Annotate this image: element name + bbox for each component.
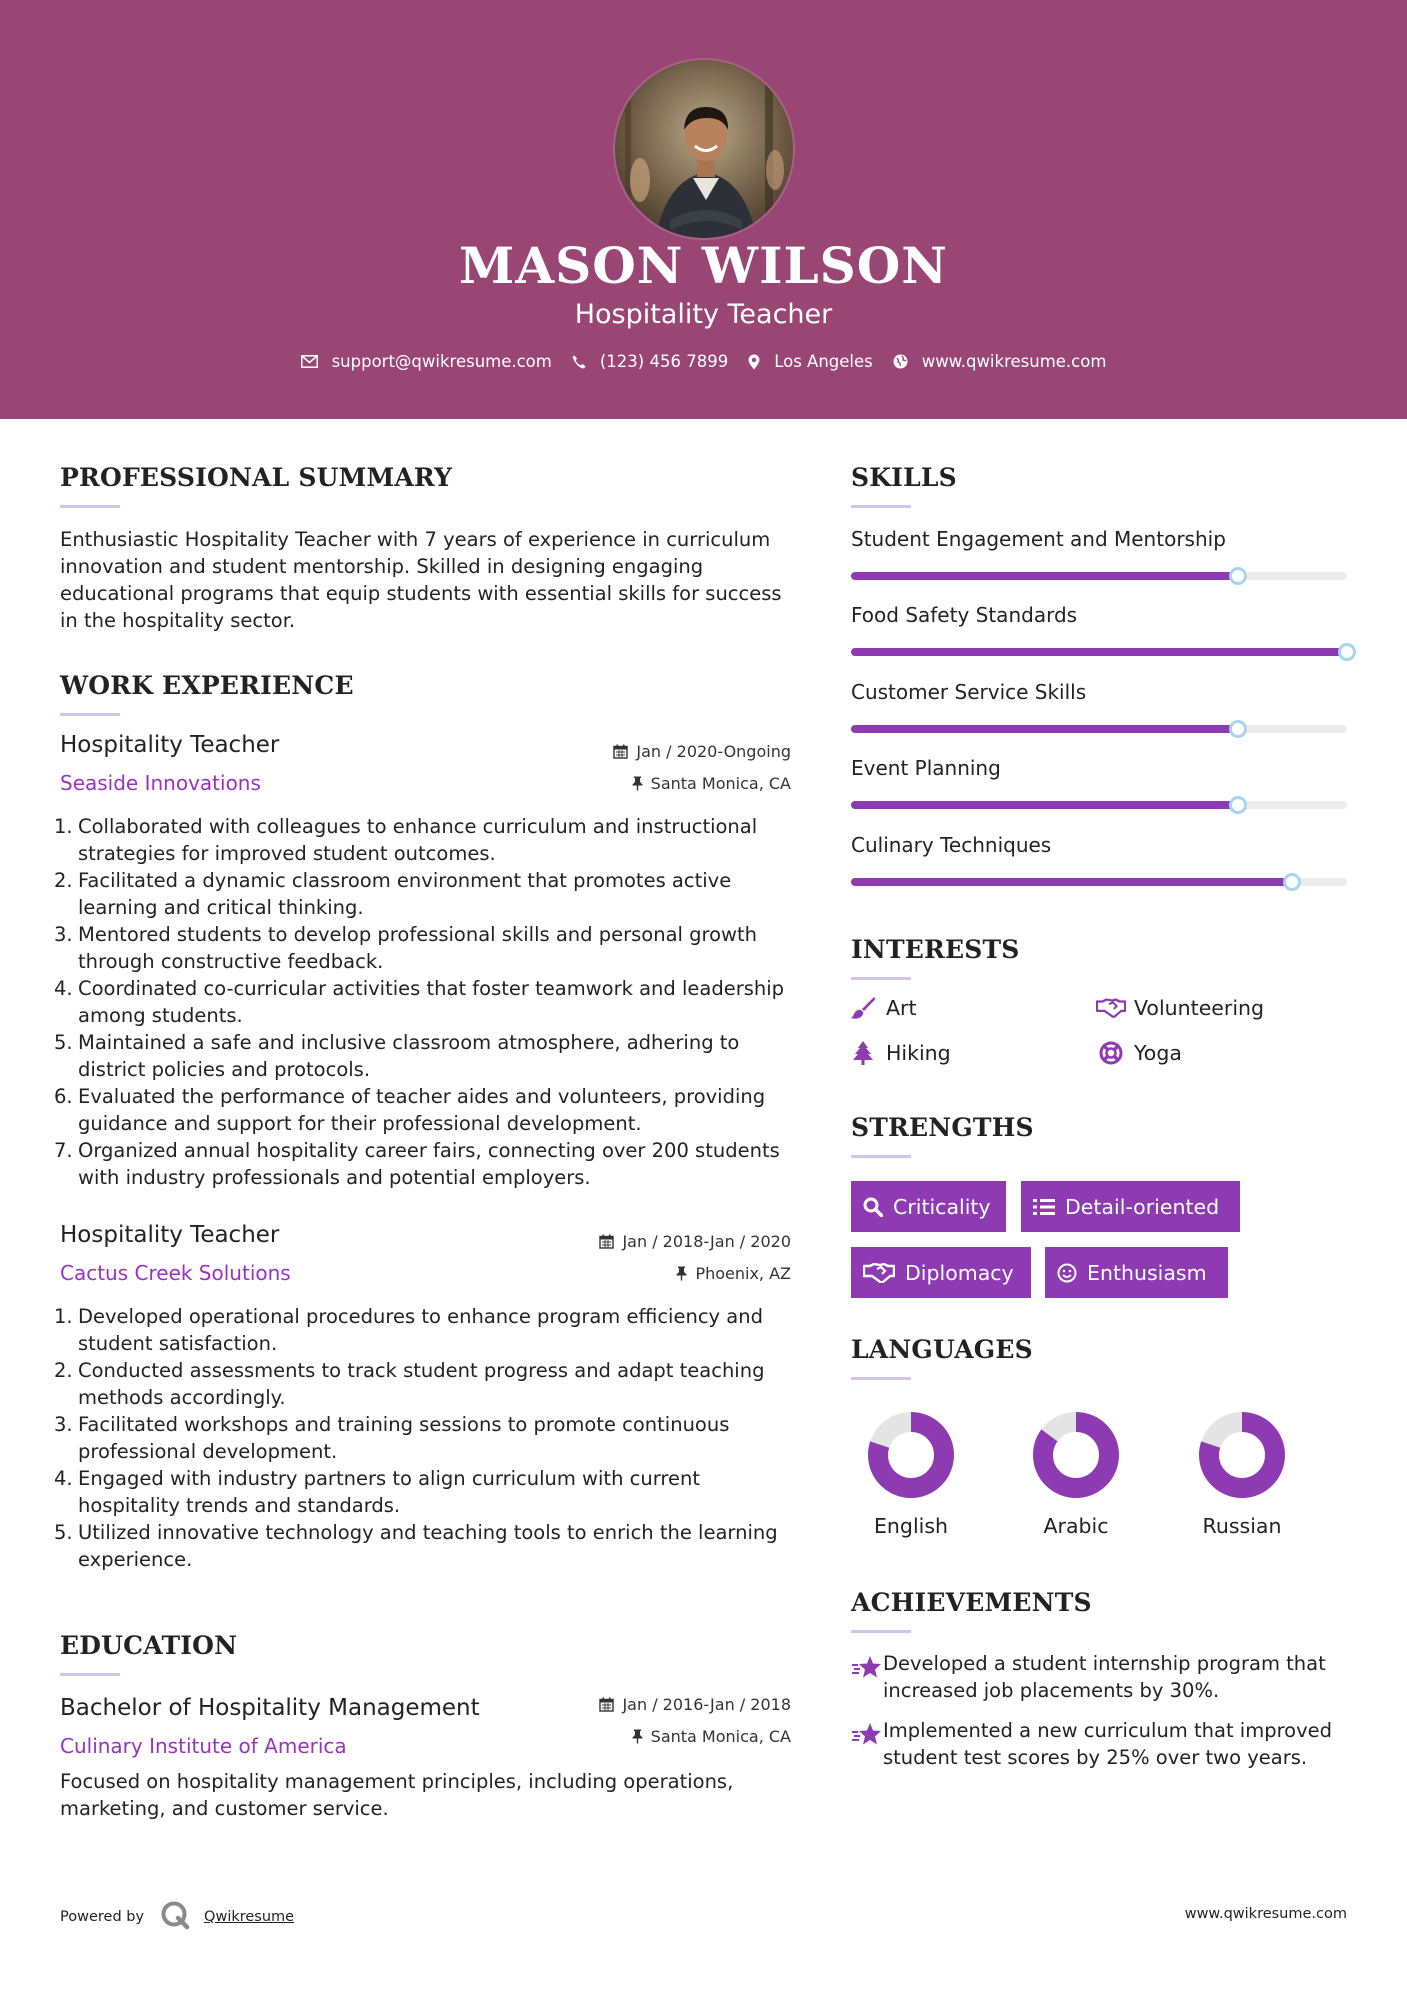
list-item: 2. Conducted assessments to track student progress and adapt teaching methods accordingly. <box>54 1359 765 1409</box>
website-text: www.qwikresume.com <box>921 352 1107 371</box>
pushpin-icon <box>632 776 643 791</box>
qwikresume-logo-icon <box>160 1900 190 1930</box>
skill-knob <box>1229 796 1247 814</box>
education-heading: EDUCATION <box>60 1631 238 1660</box>
languages-divider <box>851 1377 911 1380</box>
skill-knob <box>1338 643 1356 661</box>
interests-heading: INTERESTS <box>851 935 1020 964</box>
interest-yoga: Yoga <box>1096 1041 1182 1065</box>
language-donut <box>1033 1412 1119 1498</box>
interests-divider <box>851 977 911 980</box>
strength-tag: Enthusiasm <box>1045 1247 1228 1298</box>
calendar-icon <box>599 1697 614 1712</box>
strengths-heading: STRENGTHS <box>851 1113 1034 1142</box>
job-1-dates: Jan / 2020-Ongoing <box>520 742 791 761</box>
achievement-item: Developed a student internship program that increased job placements by 30%. <box>851 1650 1351 1704</box>
education-divider <box>60 1673 120 1676</box>
job-2-location: Phoenix, AZ <box>520 1264 791 1283</box>
skill-fill <box>851 878 1292 886</box>
summary-divider <box>60 505 120 508</box>
languages-heading: LANGUAGES <box>851 1335 1033 1364</box>
language-name: English <box>873 1514 949 1538</box>
list-item: 4. Coordinated co-curricular activities that foster teamwork and leadership among students. <box>54 977 785 1027</box>
achievements-divider <box>851 1630 911 1633</box>
tree-icon <box>853 1041 873 1065</box>
job-1-title: Hospitality Teacher <box>60 732 280 758</box>
contact-location <box>748 352 873 371</box>
work-divider <box>60 713 120 716</box>
skills-divider <box>851 505 911 508</box>
skill-knob <box>1229 720 1247 738</box>
language-russian <box>1187 1412 1297 1538</box>
pushpin-icon <box>632 1729 643 1744</box>
interest-art: Art <box>848 996 917 1020</box>
education-dates: Jan / 2016-Jan / 2018 <box>500 1695 791 1714</box>
work-heading: WORK EXPERIENCE <box>60 671 354 700</box>
skill-fill <box>851 572 1238 580</box>
strength-tag: Criticality <box>851 1181 1006 1232</box>
star-icon <box>851 1722 883 1748</box>
list-item: 3. Mentored students to develop professional skills and personal growth through constructive feedback. <box>54 923 757 973</box>
qwikresume-link[interactable]: Qwikresume <box>204 1909 295 1925</box>
handshake-icon <box>1096 997 1126 1019</box>
education-school: Culinary Institute of America <box>60 1734 347 1758</box>
list-icon <box>1033 1198 1055 1216</box>
profile-photo <box>613 58 795 240</box>
contact-email[interactable] <box>301 352 552 371</box>
achievement-item: Implemented a new curriculum that improved student test scores by 25% over two years. <box>851 1717 1351 1771</box>
list-item: 5. Maintained a safe and inclusive classroom atmosphere, adhering to district policies and protocols. <box>54 1031 740 1081</box>
list-item: 2. Facilitated a dynamic classroom environment that promotes active learning and critical thinking. <box>54 869 732 919</box>
list-item: 3. Facilitated workshops and training sessions to promote continuous professional development. <box>54 1413 730 1463</box>
list-item: 5. Utilized innovative technology and teaching tools to enrich the learning experience. <box>54 1521 778 1571</box>
summary-text: Enthusiastic Hospitality Teacher with 7 years of experience in curriculum innovation and student mentorship. Skilled in designing engaging educational programs that equip students with essential skills for success in the hospitality sector. <box>60 528 782 632</box>
language-english <box>856 1412 966 1538</box>
powered-by-label: Powered by <box>60 1909 145 1925</box>
star-icon <box>851 1655 883 1681</box>
skill-name: Customer Service Skills <box>851 680 1087 704</box>
skill-bar <box>851 878 1347 886</box>
job-2-title: Hospitality Teacher <box>60 1222 280 1248</box>
skill-knob <box>1229 567 1247 585</box>
job-1-bullets <box>54 813 805 1191</box>
job-1-company: Seaside Innovations <box>60 771 261 795</box>
phone-text: (123) 456 7899 <box>599 352 729 371</box>
education-degree: Bachelor of Hospitality Management <box>60 1695 480 1721</box>
skill-fill <box>851 648 1347 656</box>
lifering-icon <box>1099 1041 1123 1065</box>
language-donut <box>868 1412 954 1498</box>
skill-bar <box>851 648 1347 656</box>
strengths-divider <box>851 1155 911 1158</box>
skill-name: Student Engagement and Mentorship <box>851 527 1226 551</box>
interest-hiking: Hiking <box>848 1041 951 1065</box>
strength-tag: Detail-oriented <box>1021 1181 1240 1232</box>
resume-header <box>0 0 1407 419</box>
skill-name: Event Planning <box>851 756 1001 780</box>
contact-website[interactable] <box>893 352 1107 371</box>
list-item: 4. Engaged with industry partners to align curriculum with current hospitality trends and standards. <box>54 1467 700 1517</box>
job-2-dates: Jan / 2018-Jan / 2020 <box>500 1232 791 1251</box>
location-text: Los Angeles <box>774 352 873 371</box>
handshake-icon <box>863 1263 895 1283</box>
globe-icon <box>893 354 908 369</box>
language-name: Arabic <box>1043 1514 1109 1538</box>
paintbrush-icon <box>850 996 876 1020</box>
skill-fill <box>851 725 1238 733</box>
map-pin-icon <box>748 354 760 370</box>
skill-fill <box>851 801 1238 809</box>
envelope-icon <box>301 355 318 368</box>
skill-name: Culinary Techniques <box>851 833 1052 857</box>
candidate-name: MASON WILSON <box>459 236 948 295</box>
list-item: 1. Developed operational procedures to enhance program efficiency and student satisfaction. <box>54 1305 763 1355</box>
contact-phone[interactable] <box>572 352 728 371</box>
achievements-heading: ACHIEVEMENTS <box>851 1588 1092 1617</box>
skills-heading: SKILLS <box>851 463 957 492</box>
language-arabic <box>1021 1412 1131 1538</box>
contact-bar <box>0 352 1407 371</box>
skill-bar <box>851 801 1347 809</box>
list-item: 6. Evaluated the performance of teacher aides and volunteers, providing guidance and support for their professional development. <box>54 1085 766 1135</box>
skill-name: Food Safety Standards <box>851 603 1078 627</box>
phone-icon <box>572 355 586 369</box>
summary-heading: PROFESSIONAL SUMMARY <box>60 463 453 492</box>
skill-bar <box>851 725 1347 733</box>
job-1-location: Santa Monica, CA <box>520 774 791 793</box>
strength-tag: Diplomacy <box>851 1247 1031 1298</box>
calendar-icon <box>599 1234 614 1249</box>
job-2-bullets <box>54 1303 805 1573</box>
education-description: Focused on hospitality management principles, including operations, marketing, and customer service. <box>60 1770 734 1820</box>
list-item: 1. Collaborated with colleagues to enhance curriculum and instructional strategies for improved student outcomes. <box>54 815 758 865</box>
language-donut <box>1199 1412 1285 1498</box>
skill-knob <box>1283 873 1301 891</box>
pushpin-icon <box>676 1266 687 1281</box>
interest-volunteering: Volunteering <box>1096 996 1264 1020</box>
job-2-company: Cactus Creek Solutions <box>60 1261 291 1285</box>
candidate-title: Hospitality Teacher <box>574 299 833 330</box>
smile-icon <box>1057 1263 1077 1283</box>
education-location: Santa Monica, CA <box>520 1727 791 1746</box>
footer-website[interactable]: www.qwikresume.com <box>1184 1906 1347 1922</box>
calendar-icon <box>613 744 628 759</box>
language-name: Russian <box>1202 1514 1282 1538</box>
list-item: 7. Organized annual hospitality career fairs, connecting over 200 students with industry professionals and potential employers. <box>54 1139 780 1189</box>
footer-powered-by <box>60 1900 294 1934</box>
search-icon <box>863 1197 883 1217</box>
skill-bar <box>851 572 1347 580</box>
email-text: support@qwikresume.com <box>331 352 552 371</box>
